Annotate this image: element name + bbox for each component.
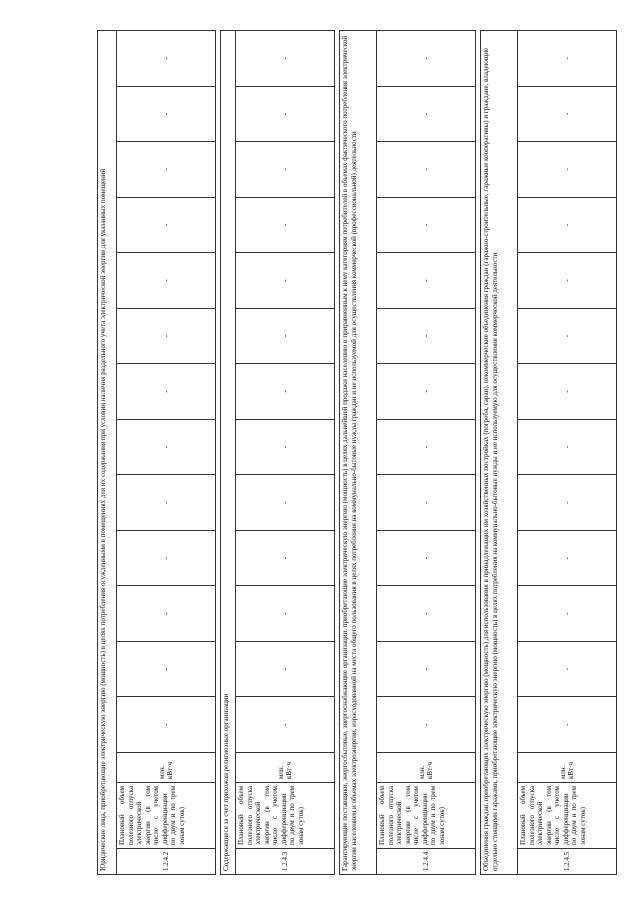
row-number: 1.2.4.5	[518, 849, 617, 875]
section-header: Объединения граждан, приобретающих электрическую энергию (мощность) для использования в принадлежащих им хозяйственных постройках (погреба, сараи), некоммерческие объединения граждан (гаражно-строительные, гаражные кооперативы) и граждане, владеющие отдельно стоящими гаражами, приобретающие электрическую энергию (мощность) в целях потребления на коммунально-бытовые нужды и не используемую для осуществления коммерческой деятельности	[481, 31, 518, 875]
value-cell: -	[117, 697, 216, 753]
value-cell: -	[117, 475, 216, 531]
table-row	[481, 31, 518, 875]
value-cell: -	[236, 253, 335, 309]
row-unit: млн. кВт·ч	[377, 753, 476, 783]
row-description: Плановый объем полезного отпуска электрической энергии (в том числе с учетом дифференциации по двум и по трем зонам суток)	[117, 783, 216, 849]
value-cell: -	[236, 530, 335, 586]
value-cell: -	[236, 697, 335, 753]
value-cell: -	[377, 475, 476, 531]
value-cell: -	[117, 197, 216, 253]
value-cell: -	[236, 86, 335, 142]
value-cell: -	[117, 641, 216, 697]
section-header: Содержащиеся за счет прихожан религиозные организации	[221, 31, 236, 875]
row-number: 1.2.4.2	[117, 849, 216, 875]
table-row	[221, 31, 236, 875]
table-row	[98, 31, 117, 875]
value-cell: -	[377, 197, 476, 253]
value-cell: -	[236, 475, 335, 531]
value-cell: -	[377, 31, 476, 87]
row-description: Плановый объем полезного отпуска электрической энергии (в том числе с учетом дифференциации по двум и по трем зонам суток)	[518, 783, 617, 849]
value-cell: -	[518, 308, 617, 364]
value-cell: -	[236, 641, 335, 697]
row-unit: млн. кВт·ч	[236, 753, 335, 783]
value-cell: -	[117, 364, 216, 420]
table-row	[340, 31, 377, 875]
value-cell: -	[518, 475, 617, 531]
value-cell: -	[518, 419, 617, 475]
value-cell: -	[236, 197, 335, 253]
value-cell: -	[377, 364, 476, 420]
value-cell: -	[377, 308, 476, 364]
value-cell: -	[377, 142, 476, 198]
value-cell: -	[117, 419, 216, 475]
row-number: 1.2.4.4	[377, 849, 476, 875]
rotated-table-sheet	[97, 30, 587, 875]
row-description: Плановый объем полезного отпуска электрической энергии (в том числе с учетом дифференциации по двум и по трем зонам суток)	[377, 783, 476, 849]
value-cell: -	[518, 253, 617, 309]
value-cell: -	[518, 641, 617, 697]
value-cell: -	[518, 697, 617, 753]
value-cell: -	[117, 142, 216, 198]
value-cell: -	[518, 197, 617, 253]
row-unit: млн. кВт·ч	[518, 753, 617, 783]
value-cell: -	[377, 86, 476, 142]
table-row	[377, 31, 476, 875]
section-header: Юридические лица, приобретающие электрическую энергию (мощность) в целях потребления осужденными в помещениях для их содержания при условии наличия раздельного учета электрической энергии для указанных помещений	[98, 31, 117, 875]
value-cell: -	[236, 142, 335, 198]
table-row	[117, 31, 216, 875]
value-cell: -	[518, 31, 617, 87]
value-cell: -	[236, 419, 335, 475]
value-cell: -	[377, 253, 476, 309]
value-cell: -	[236, 308, 335, 364]
value-cell: -	[377, 697, 476, 753]
value-cell: -	[117, 530, 216, 586]
row-description: Плановый объем полезного отпуска электрической энергии (в том числе с учетом дифференциации по двум и по трем зонам суток)	[236, 783, 335, 849]
value-cell: -	[518, 586, 617, 642]
value-cell: -	[377, 586, 476, 642]
value-cell: -	[518, 364, 617, 420]
value-cell: -	[377, 530, 476, 586]
tariff-volume-table	[97, 30, 617, 875]
table-row	[236, 31, 335, 875]
value-cell: -	[117, 86, 216, 142]
value-cell: -	[117, 586, 216, 642]
section-header: Гарантирующие поставщики, энергосбытовые, энергоснабжающие организации, приобретающие электрическую энергию (мощность) в целях дальнейшей продажи населению и приравненным к нему категориям потребителей в объемах фактического потребления электрической энергии населением и объемах электроэнергии, израсходованной на места общего пользования в целях потребления на коммунально-бытовые нужды граждан и не используемой для осуществления коммерческой (профессиональной) деятельности	[340, 31, 377, 875]
value-cell: -	[236, 31, 335, 87]
table-row	[518, 31, 617, 875]
value-cell: -	[377, 419, 476, 475]
row-unit: млн. кВт·ч	[117, 753, 216, 783]
value-cell: -	[518, 530, 617, 586]
value-cell: -	[236, 364, 335, 420]
row-number: 1.2.4.3	[236, 849, 335, 875]
value-cell: -	[117, 253, 216, 309]
value-cell: -	[377, 641, 476, 697]
value-cell: -	[236, 586, 335, 642]
value-cell: -	[117, 308, 216, 364]
value-cell: -	[518, 142, 617, 198]
value-cell: -	[518, 86, 617, 142]
value-cell: -	[117, 31, 216, 87]
